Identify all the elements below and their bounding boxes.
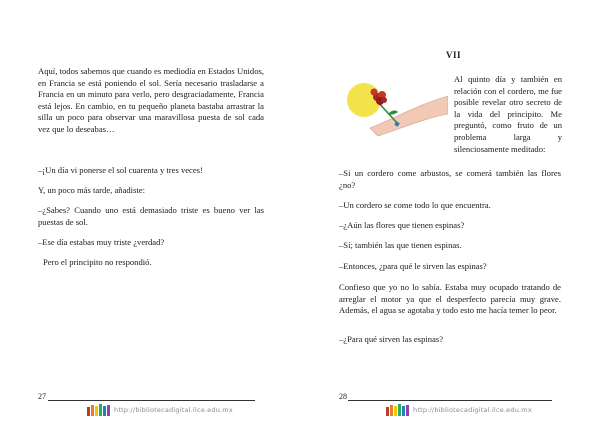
paragraph-1: Aquí, todos sabemos que cuando es mediodía en Estados Unidos, en Francia se está poniendo el sol. Sería necesario trasladarse a Francia en un minuto para verlo, pero desgraciadamente, Francia está lejos. En cambio, en tu pequeño planeta bastaba arrastrar la silla un poco para observar una maravillosa puesta de sol cada vez que lo deseabas… [38,66,264,134]
paragraph-2: –¡Un día vi ponerse el sol cuarenta y tres veces! [38,165,203,175]
paragraph-2: –Un cordero se come todo lo que encuentra. [339,200,491,210]
paragraph-3: Y, un poco más tarde, añadiste: [38,185,145,195]
footer-rule [348,400,552,401]
paragraph-1: –Si un cordero come arbustos, se comerá también las flores ¿no? [339,168,561,190]
chapter-heading: VII [446,50,462,60]
footer [87,403,233,417]
footer-url-link[interactable]: http://bibliotecadigital.ilce.edu.mx [413,406,532,414]
page-number: 28 [339,392,347,401]
intro-paragraph: Al quinto día y también en relación con el cordero, me fue posible revelar otro secreto de la vida del principito. Me preguntó, como fruto de un problema larga y silenciosamente meditado: [454,74,562,154]
paragraph-6: Pero el principito no respondió. [43,257,152,267]
paragraph-5: –Entonces, ¿para qué le sirven las espinas? [339,261,487,271]
library-logo-icon [87,404,110,416]
rose-hand-illustration [340,74,448,154]
footer-url-link[interactable]: http://bibliotecadigital.ilce.edu.mx [114,406,233,414]
footer-rule [48,400,255,401]
paragraph-4: –¿Sabes? Cuando uno está demasiado triste es bueno ver las puestas de sol. [38,205,264,227]
footer [386,403,532,417]
paragraph-6: Confieso que yo no lo sabía. Estaba muy ocupado tratando de arreglar el motor ya que el desperfecto parecía muy grave. Además, el agua se agotaba y todo esto me hacía temer lo peor. [339,282,561,316]
page-number: 27 [38,392,46,401]
paragraph-7: –¿Para qué sirven las espinas? [339,334,444,344]
right-page [300,0,600,425]
rose-leaf [388,110,398,114]
library-logo-icon [386,404,409,416]
paragraph-5: –Ese día estabas muy triste ¿verdad? [38,237,165,247]
paragraph-3: –¿Aún las flores que tienen espinas? [339,220,465,230]
paragraph-4: –Sí; también las que tienen espinas. [339,240,462,250]
